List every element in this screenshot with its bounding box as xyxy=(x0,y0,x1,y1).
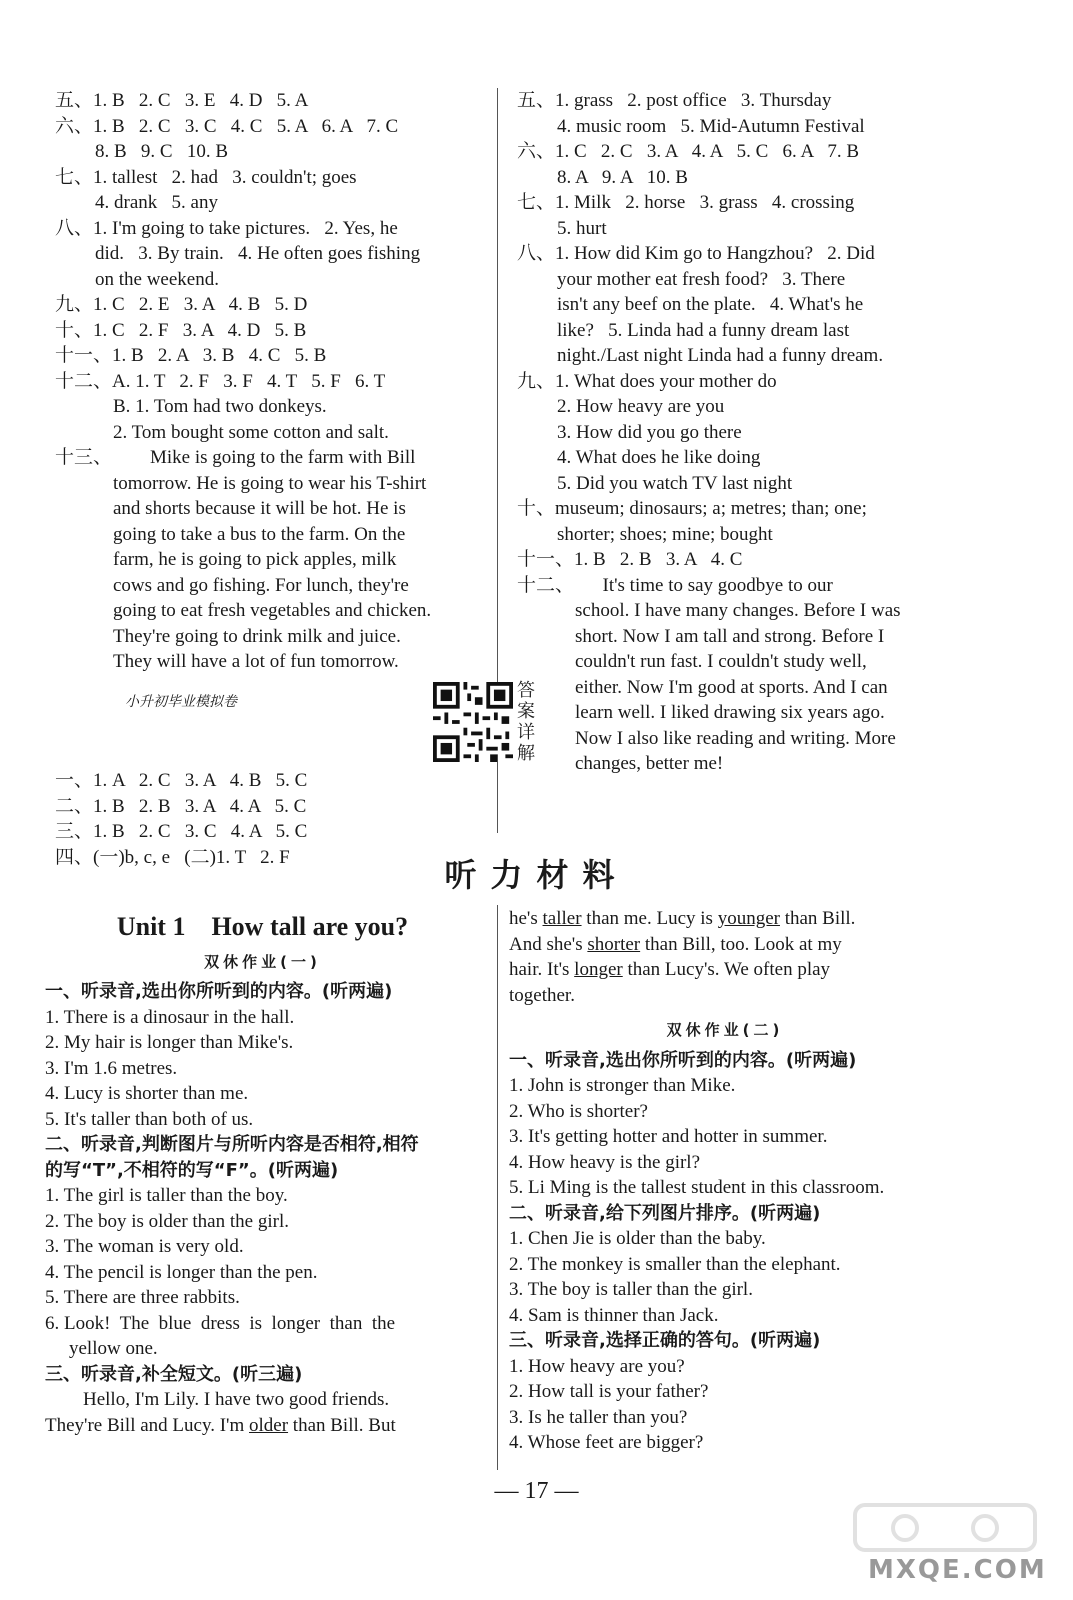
blank-answer: longer xyxy=(574,959,623,980)
blank-answer: older xyxy=(249,1414,289,1436)
answer-line: 十三、 Mike is going to the farm with Bill xyxy=(55,447,416,468)
answer-line: shorter; shoes; mine; bought xyxy=(557,523,773,545)
answer-line: tomorrow. He is going to wear his T-shirt xyxy=(113,472,427,494)
passage-line: he's taller than me. Lucy is younger than Bill. xyxy=(509,908,856,929)
answer-line: 五、1. grass 2. post office 3. Thursday xyxy=(517,90,832,111)
answer-line: and shorts because it will be hot. He is xyxy=(113,498,406,519)
answer-line: 二、1. B 2. B 3. A 4. A 5. C xyxy=(55,795,307,817)
script-line: 1. Chen Jie is older than the baby. xyxy=(509,1228,766,1249)
homework-2-title: 双休作业(二) xyxy=(666,1021,784,1039)
script-line: 2. Who is shorter? xyxy=(509,1100,648,1122)
homework-1-title: 双休作业(一) xyxy=(204,952,321,971)
answer-line: 十二、A. 1. T 2. F 3. F 4. T 5. F 6. T xyxy=(55,370,386,392)
script-line: 4. How heavy is the girl? xyxy=(509,1151,701,1173)
script-line: 3. The boy is taller than the girl. xyxy=(509,1279,753,1300)
answer-line: 2. Tom bought some cotton and salt. xyxy=(113,421,389,443)
answer-line: 8. A 9. A 10. B xyxy=(557,166,688,188)
passage-line: together. xyxy=(509,984,575,1006)
answer-line: 4. drank 5. any xyxy=(95,192,218,213)
script-line: 三、听录音,选择正确的答句。(听两遍) xyxy=(509,1330,821,1351)
script-line: 5. It's taller than both of us. xyxy=(45,1108,254,1130)
answer-line: isn't any beef on the plate. 4. What's he xyxy=(557,294,864,315)
unit-title: Unit 1 How tall are you? xyxy=(116,912,409,941)
answer-line: cows and go fishing. For lunch, they're xyxy=(113,574,409,596)
answer-line: 十二、 It's time to say goodbye to our xyxy=(517,574,833,596)
answer-line: going to take a bus to the farm. On the xyxy=(113,523,406,545)
passage-line: And she's shorter than Bill, too. Look at my xyxy=(509,933,842,955)
answer-line: 八、1. How did Kim go to Hangzhou? 2. Did xyxy=(517,243,875,264)
script-line: 1. The girl is taller than the boy. xyxy=(45,1185,288,1206)
page-number: — 17 — xyxy=(494,1478,579,1504)
script-line: 2. The monkey is smaller than the elephant. xyxy=(509,1253,841,1275)
answer-line: B. 1. Tom had two donkeys. xyxy=(113,396,327,417)
script-line: yellow one. xyxy=(69,1338,158,1359)
answer-line: either. Now I'm good at sports. And I can xyxy=(575,676,888,698)
script-line: 一、听录音,选出你所听到的内容。(听两遍) xyxy=(45,981,393,1002)
script-line: 的写“T”,不相符的写“F”。(听两遍) xyxy=(45,1159,339,1181)
blank-answer: taller xyxy=(542,908,582,929)
script-line: 2. My hair is longer than Mike's. xyxy=(45,1032,294,1053)
script-line: 二、听录音,给下列图片排序。(听两遍) xyxy=(509,1202,821,1224)
answer-line: 五、1. B 2. C 3. E 4. D 5. A xyxy=(55,90,309,111)
answer-line: night./Last night Linda had a funny dream. xyxy=(557,345,884,366)
script-line: 三、听录音,补全短文。(听三遍) xyxy=(45,1363,303,1385)
blank-answer: shorter xyxy=(587,933,641,955)
answer-line: 十、museum; dinosaurs; a; metres; than; one; xyxy=(517,498,867,519)
script-line: 二、听录音,判断图片与所听内容是否相符,相符 xyxy=(45,1134,419,1155)
passage-line: They're Bill and Lucy. I'm older than Bill. But xyxy=(45,1414,396,1436)
answer-line: They're going to drink milk and juice. xyxy=(113,625,401,647)
listening-left xyxy=(45,908,480,1438)
script-line: 2. How tall is your father? xyxy=(509,1381,709,1402)
answer-line: school. I have many changes. Before I was xyxy=(575,600,901,621)
answer-line: farm, he is going to pick apples, milk xyxy=(113,549,397,570)
script-line: 6. Look! The blue dress is longer than the xyxy=(45,1312,396,1334)
answer-line: 七、1. tallest 2. had 3. couldn't; goes xyxy=(55,166,357,188)
script-line: 3. Is he taller than you? xyxy=(509,1406,688,1428)
answer-line: 三、1. B 2. C 3. C 4. A 5. C xyxy=(55,821,308,842)
script-line: 3. The woman is very old. xyxy=(45,1236,244,1257)
answer-line: 8. B 9. C 10. B xyxy=(95,141,229,162)
answer-line: your mother eat fresh food? 3. There xyxy=(557,268,846,290)
section-title: 听力材料 xyxy=(444,856,629,894)
answer-line: like? 5. Linda had a funny dream last xyxy=(557,319,850,341)
answer-line: 十一、1. B 2. B 3. A 4. C xyxy=(517,549,743,570)
answer-line: Now I also like reading and writing. More xyxy=(575,727,896,749)
answer-line: 5. hurt xyxy=(557,217,607,239)
script-line: 4. Whose feet are bigger? xyxy=(509,1432,704,1453)
script-line: 1. How heavy are you? xyxy=(509,1355,685,1377)
answer-key-right-top xyxy=(517,88,949,777)
mock-exam-title: 小升初毕业模拟卷 xyxy=(125,694,237,710)
answer-line: 十、1. C 2. F 3. A 4. D 5. B xyxy=(55,319,307,341)
answer-line: short. Now I am tall and strong. Before I xyxy=(575,625,885,647)
answer-line: 2. How heavy are you xyxy=(557,396,725,417)
answer-line: on the weekend. xyxy=(95,268,219,290)
answer-line: 八、1. I'm going to take pictures. 2. Yes, he xyxy=(55,217,398,239)
watermark-text: MXQE.COM xyxy=(868,1555,1047,1585)
answer-line: 5. Did you watch TV last night xyxy=(557,472,793,494)
mock-exam-block xyxy=(55,680,535,870)
column-divider-bottom xyxy=(497,905,498,1470)
answer-line: 十一、1. B 2. A 3. B 4. C 5. B xyxy=(55,345,327,366)
qr-code-icon[interactable] xyxy=(433,682,513,762)
script-line: 4. Sam is thinner than Jack. xyxy=(509,1304,719,1326)
answer-key-left-top xyxy=(55,88,487,675)
answer-line: 4. What does he like doing xyxy=(557,447,761,468)
answer-line: 一、1. A 2. C 3. A 4. B 5. C xyxy=(55,770,308,791)
script-line: 5. There are three rabbits. xyxy=(45,1287,240,1308)
answer-line: They will have a lot of fun tomorrow. xyxy=(113,651,399,672)
script-line: 2. The boy is older than the girl. xyxy=(45,1210,289,1232)
script-line: 5. Li Ming is the tallest student in this classroom. xyxy=(509,1177,885,1198)
answer-line: 3. How did you go there xyxy=(557,421,742,443)
answer-line: going to eat fresh vegetables and chicken. xyxy=(113,600,432,621)
script-line: 4. The pencil is longer than the pen. xyxy=(45,1261,318,1283)
answer-line: 九、1. C 2. E 3. A 4. B 5. D xyxy=(55,294,308,315)
script-line: 3. It's getting hotter and hotter in summer. xyxy=(509,1126,828,1147)
script-line: 一、听录音,选出你所听到的内容。(听两遍) xyxy=(509,1049,857,1071)
script-line: Hello, I'm Lily. I have two good friends. xyxy=(45,1389,390,1410)
script-line: 1. There is a dinosaur in the hall. xyxy=(45,1006,295,1028)
script-line: 4. Lucy is shorter than me. xyxy=(45,1083,249,1104)
answer-line: 九、1. What does your mother do xyxy=(517,370,777,392)
qr-label: 答案详解 xyxy=(517,680,535,764)
answer-line: did. 3. By train. 4. He often goes fishing xyxy=(95,243,421,264)
answer-line: learn well. I liked drawing six years ago. xyxy=(575,702,885,723)
script-line: 1. John is stronger than Mike. xyxy=(509,1075,736,1096)
passage-line: hair. It's longer than Lucy's. We often play xyxy=(509,959,831,980)
answer-line: 六、1. C 2. C 3. A 4. A 5. C 6. A 7. B xyxy=(517,141,860,162)
answer-line: 七、1. Milk 2. horse 3. grass 4. crossing xyxy=(517,192,855,213)
answer-line: 六、1. B 2. C 3. C 4. C 5. A 6. A 7. C xyxy=(55,115,399,137)
answer-line: changes, better me! xyxy=(575,753,724,774)
answer-line: 四、(一)b, c, e (二)1. T 2. F xyxy=(55,846,290,868)
blank-answer: younger xyxy=(717,908,780,929)
script-line: 3. I'm 1.6 metres. xyxy=(45,1057,178,1079)
answer-line: 4. music room 5. Mid-Autumn Festival xyxy=(557,115,865,137)
listening-right xyxy=(509,906,941,1456)
answer-line: couldn't run fast. I couldn't study well, xyxy=(575,651,867,672)
